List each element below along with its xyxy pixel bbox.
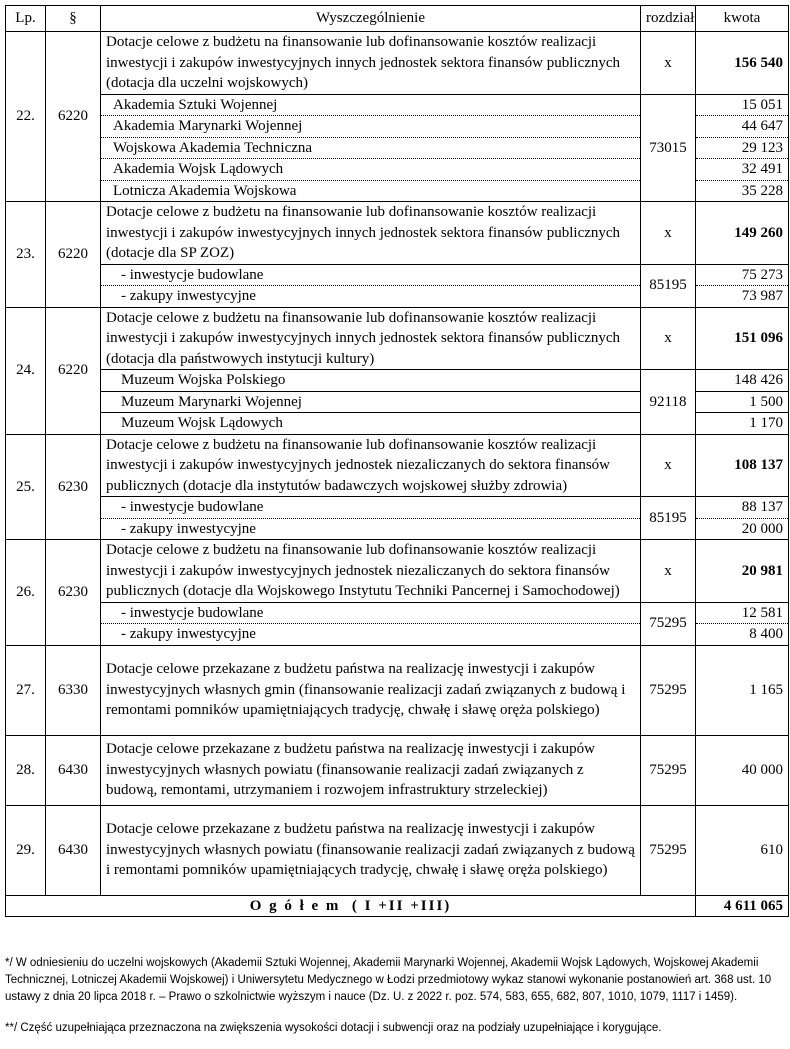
footnote-2: **/ Część uzupełniająca przeznaczona na zwiększenia wysokości dotacji i subwencji oraz na podziały uzupełniające i korygujące. — [5, 1022, 662, 1034]
row-rozdzial: x — [641, 202, 696, 265]
sub-kwota: 1 500 — [696, 391, 789, 413]
row-rozdzial: x — [641, 540, 696, 603]
row-paragraph: 6220 — [46, 307, 101, 434]
footnotes — [5, 955, 788, 1037]
sub-rozdzial: 85195 — [641, 497, 696, 540]
sub-label: Muzeum Marynarki Wojennej — [101, 391, 641, 413]
row-paragraph: 6220 — [46, 202, 101, 308]
row-rozdzial: 75295 — [641, 645, 696, 735]
row-description: Dotacje celowe z budżetu na finansowanie lub dofinansowanie kosztów realizacji inwestycji i zakupów inwestycyjnych innych jednostek sektora finansów publicznych (dotacja dla państwowych instytucji kultury) — [101, 307, 641, 370]
sub-label: Akademia Marynarki Wojennej — [101, 116, 641, 138]
row-rozdzial: x — [641, 307, 696, 370]
row-kwota: 40 000 — [696, 735, 789, 805]
sub-kwota: 35 228 — [696, 180, 789, 202]
row-paragraph: 6220 — [46, 32, 101, 202]
table-row — [6, 735, 789, 805]
header-rozdzial: rozdział — [641, 6, 696, 32]
row-lp: 22. — [6, 32, 46, 202]
sub-row — [6, 497, 789, 519]
table-row — [6, 805, 789, 895]
sub-kwota: 44 647 — [696, 116, 789, 138]
sub-kwota: 20 000 — [696, 518, 789, 540]
sub-label: Akademia Sztuki Wojennej — [101, 94, 641, 116]
row-kwota: 156 540 — [696, 32, 789, 95]
row-description: Dotacje celowe z budżetu na finansowanie lub dofinansowanie kosztów realizacji inwestycji i zakupów inwestycyjnych jednostek niezaliczanych do sektora finansów publicznych (dotacje dla instytutów badawczych wojskowej służby zdrowia) — [101, 434, 641, 497]
row-paragraph: 6430 — [46, 805, 101, 895]
sub-kwota: 88 137 — [696, 497, 789, 519]
sub-kwota: 1 170 — [696, 413, 789, 435]
sub-label: - inwestycje budowlane — [101, 497, 641, 519]
sub-rozdzial: 92118 — [641, 370, 696, 435]
sub-kwota: 15 051 — [696, 94, 789, 116]
table-row — [6, 32, 789, 95]
table-header — [6, 6, 789, 32]
footnote-1: */ W odniesieniu do uczelni wojskowych (Akademii Sztuki Wojennej, Akademii Marynarki Wojennej, Akademii Wojsk Lądowych, Wojskowej Akademii Technicznej, Lotniczej Akademii Wojskowej) i Uniwersytetu Medycznego w Łodzi przedmiotowy wykaz stanowi wykonanie postanowień art. 368 ust. 10 ustawy z dnia 20 lipca 2018 r. – Prawo o szkolnictwie wyższym i nauce (Dz. U. z 2022 r. poz. 574, 583, 655, 682, 807, 1010, 1079, 1117 i 1459). — [5, 957, 772, 1003]
row-kwota: 151 096 — [696, 307, 789, 370]
row-lp: 25. — [6, 434, 46, 540]
row-rozdzial: 75295 — [641, 805, 696, 895]
row-kwota: 108 137 — [696, 434, 789, 497]
sub-label: Lotnicza Akademia Wojskowa — [101, 180, 641, 202]
header-kwota: kwota — [696, 6, 789, 32]
sub-kwota: 148 426 — [696, 370, 789, 392]
row-paragraph: 6430 — [46, 735, 101, 805]
header-paragraph: § — [46, 6, 101, 32]
row-lp: 28. — [6, 735, 46, 805]
sub-rozdzial: 75295 — [641, 602, 696, 645]
row-kwota: 1 165 — [696, 645, 789, 735]
row-rozdzial: x — [641, 434, 696, 497]
sub-row — [6, 602, 789, 624]
sub-kwota: 75 273 — [696, 264, 789, 286]
sub-kwota: 8 400 — [696, 624, 789, 646]
sub-rozdzial: 73015 — [641, 94, 696, 202]
row-lp: 23. — [6, 202, 46, 308]
budget-table — [5, 5, 789, 917]
row-description: Dotacje celowe przekazane z budżetu państwa na realizację inwestycji i zakupów inwestycyjnych własnych powiatu (finansowanie realizacji zadań związanych z budową, remontami, utrzymaniem i rozwojem infrastruktury strzeleckiej) — [101, 735, 641, 805]
row-lp: 24. — [6, 307, 46, 434]
row-description: Dotacje celowe z budżetu na finansowanie lub dofinansowanie kosztów realizacji inwestycji i zakupów inwestycyjnych innych jednostek sektora finansów publicznych (dotacja dla uczelni wojskowych) — [101, 32, 641, 95]
row-lp: 27. — [6, 645, 46, 735]
sub-label: - zakupy inwestycyjne — [101, 624, 641, 646]
sub-kwota: 73 987 — [696, 286, 789, 308]
row-description: Dotacje celowe z budżetu na finansowanie lub dofinansowanie kosztów realizacji inwestycji i zakupów inwestycyjnych jednostek niezaliczanych do sektora finansów publicznych (dotacje dla Wojskowego Instytutu Techniki Pancernej i Samochodowej) — [101, 540, 641, 603]
sub-row — [6, 94, 789, 116]
table-row — [6, 434, 789, 497]
total-label: O g ó ł e m ( I +II +III) — [6, 895, 696, 917]
table-row — [6, 202, 789, 265]
row-kwota: 20 981 — [696, 540, 789, 603]
header-description: Wyszczególnienie — [101, 6, 641, 32]
sub-kwota: 12 581 — [696, 602, 789, 624]
sub-label: - inwestycje budowlane — [101, 264, 641, 286]
sub-kwota: 29 123 — [696, 137, 789, 159]
total-kwota: 4 611 065 — [696, 895, 789, 917]
row-lp: 29. — [6, 805, 46, 895]
row-paragraph: 6230 — [46, 540, 101, 646]
sub-label: Muzeum Wojsk Lądowych — [101, 413, 641, 435]
sub-row — [6, 264, 789, 286]
row-rozdzial: x — [641, 32, 696, 95]
row-description: Dotacje celowe przekazane z budżetu państwa na realizację inwestycji i zakupów inwestycyjnych własnych powiatu (finansowanie realizacji zadań związanych z budową i remontami pomników upamiętniających tradycję, chwałę i sławę oręża polskiego) — [101, 805, 641, 895]
total-row — [6, 895, 789, 917]
sub-rozdzial: 85195 — [641, 264, 696, 307]
row-kwota: 149 260 — [696, 202, 789, 265]
row-kwota: 610 — [696, 805, 789, 895]
table-row — [6, 645, 789, 735]
sub-label: - inwestycje budowlane — [101, 602, 641, 624]
sub-label: Muzeum Wojska Polskiego — [101, 370, 641, 392]
header-lp: Lp. — [6, 6, 46, 32]
sub-kwota: 32 491 — [696, 159, 789, 181]
sub-label: - zakupy inwestycyjne — [101, 286, 641, 308]
table-row — [6, 540, 789, 603]
sub-label: Akademia Wojsk Lądowych — [101, 159, 641, 181]
row-description: Dotacje celowe przekazane z budżetu państwa na realizację inwestycji i zakupów inwestycyjnych własnych gmin (finansowanie realizacji zadań związanych z budową i remontami pomników upamiętniających tradycję, chwałę i sławę oręża polskiego) — [101, 645, 641, 735]
row-description: Dotacje celowe z budżetu na finansowanie lub dofinansowanie kosztów realizacji inwestycji i zakupów inwestycyjnych innych jednostek sektora finansów publicznych (dotacje dla SP ZOZ) — [101, 202, 641, 265]
sub-label: Wojskowa Akademia Techniczna — [101, 137, 641, 159]
row-lp: 26. — [6, 540, 46, 646]
row-rozdzial: 75295 — [641, 735, 696, 805]
sub-row — [6, 370, 789, 392]
row-paragraph: 6330 — [46, 645, 101, 735]
row-paragraph: 6230 — [46, 434, 101, 540]
sub-label: - zakupy inwestycyjne — [101, 518, 641, 540]
table-row — [6, 307, 789, 370]
